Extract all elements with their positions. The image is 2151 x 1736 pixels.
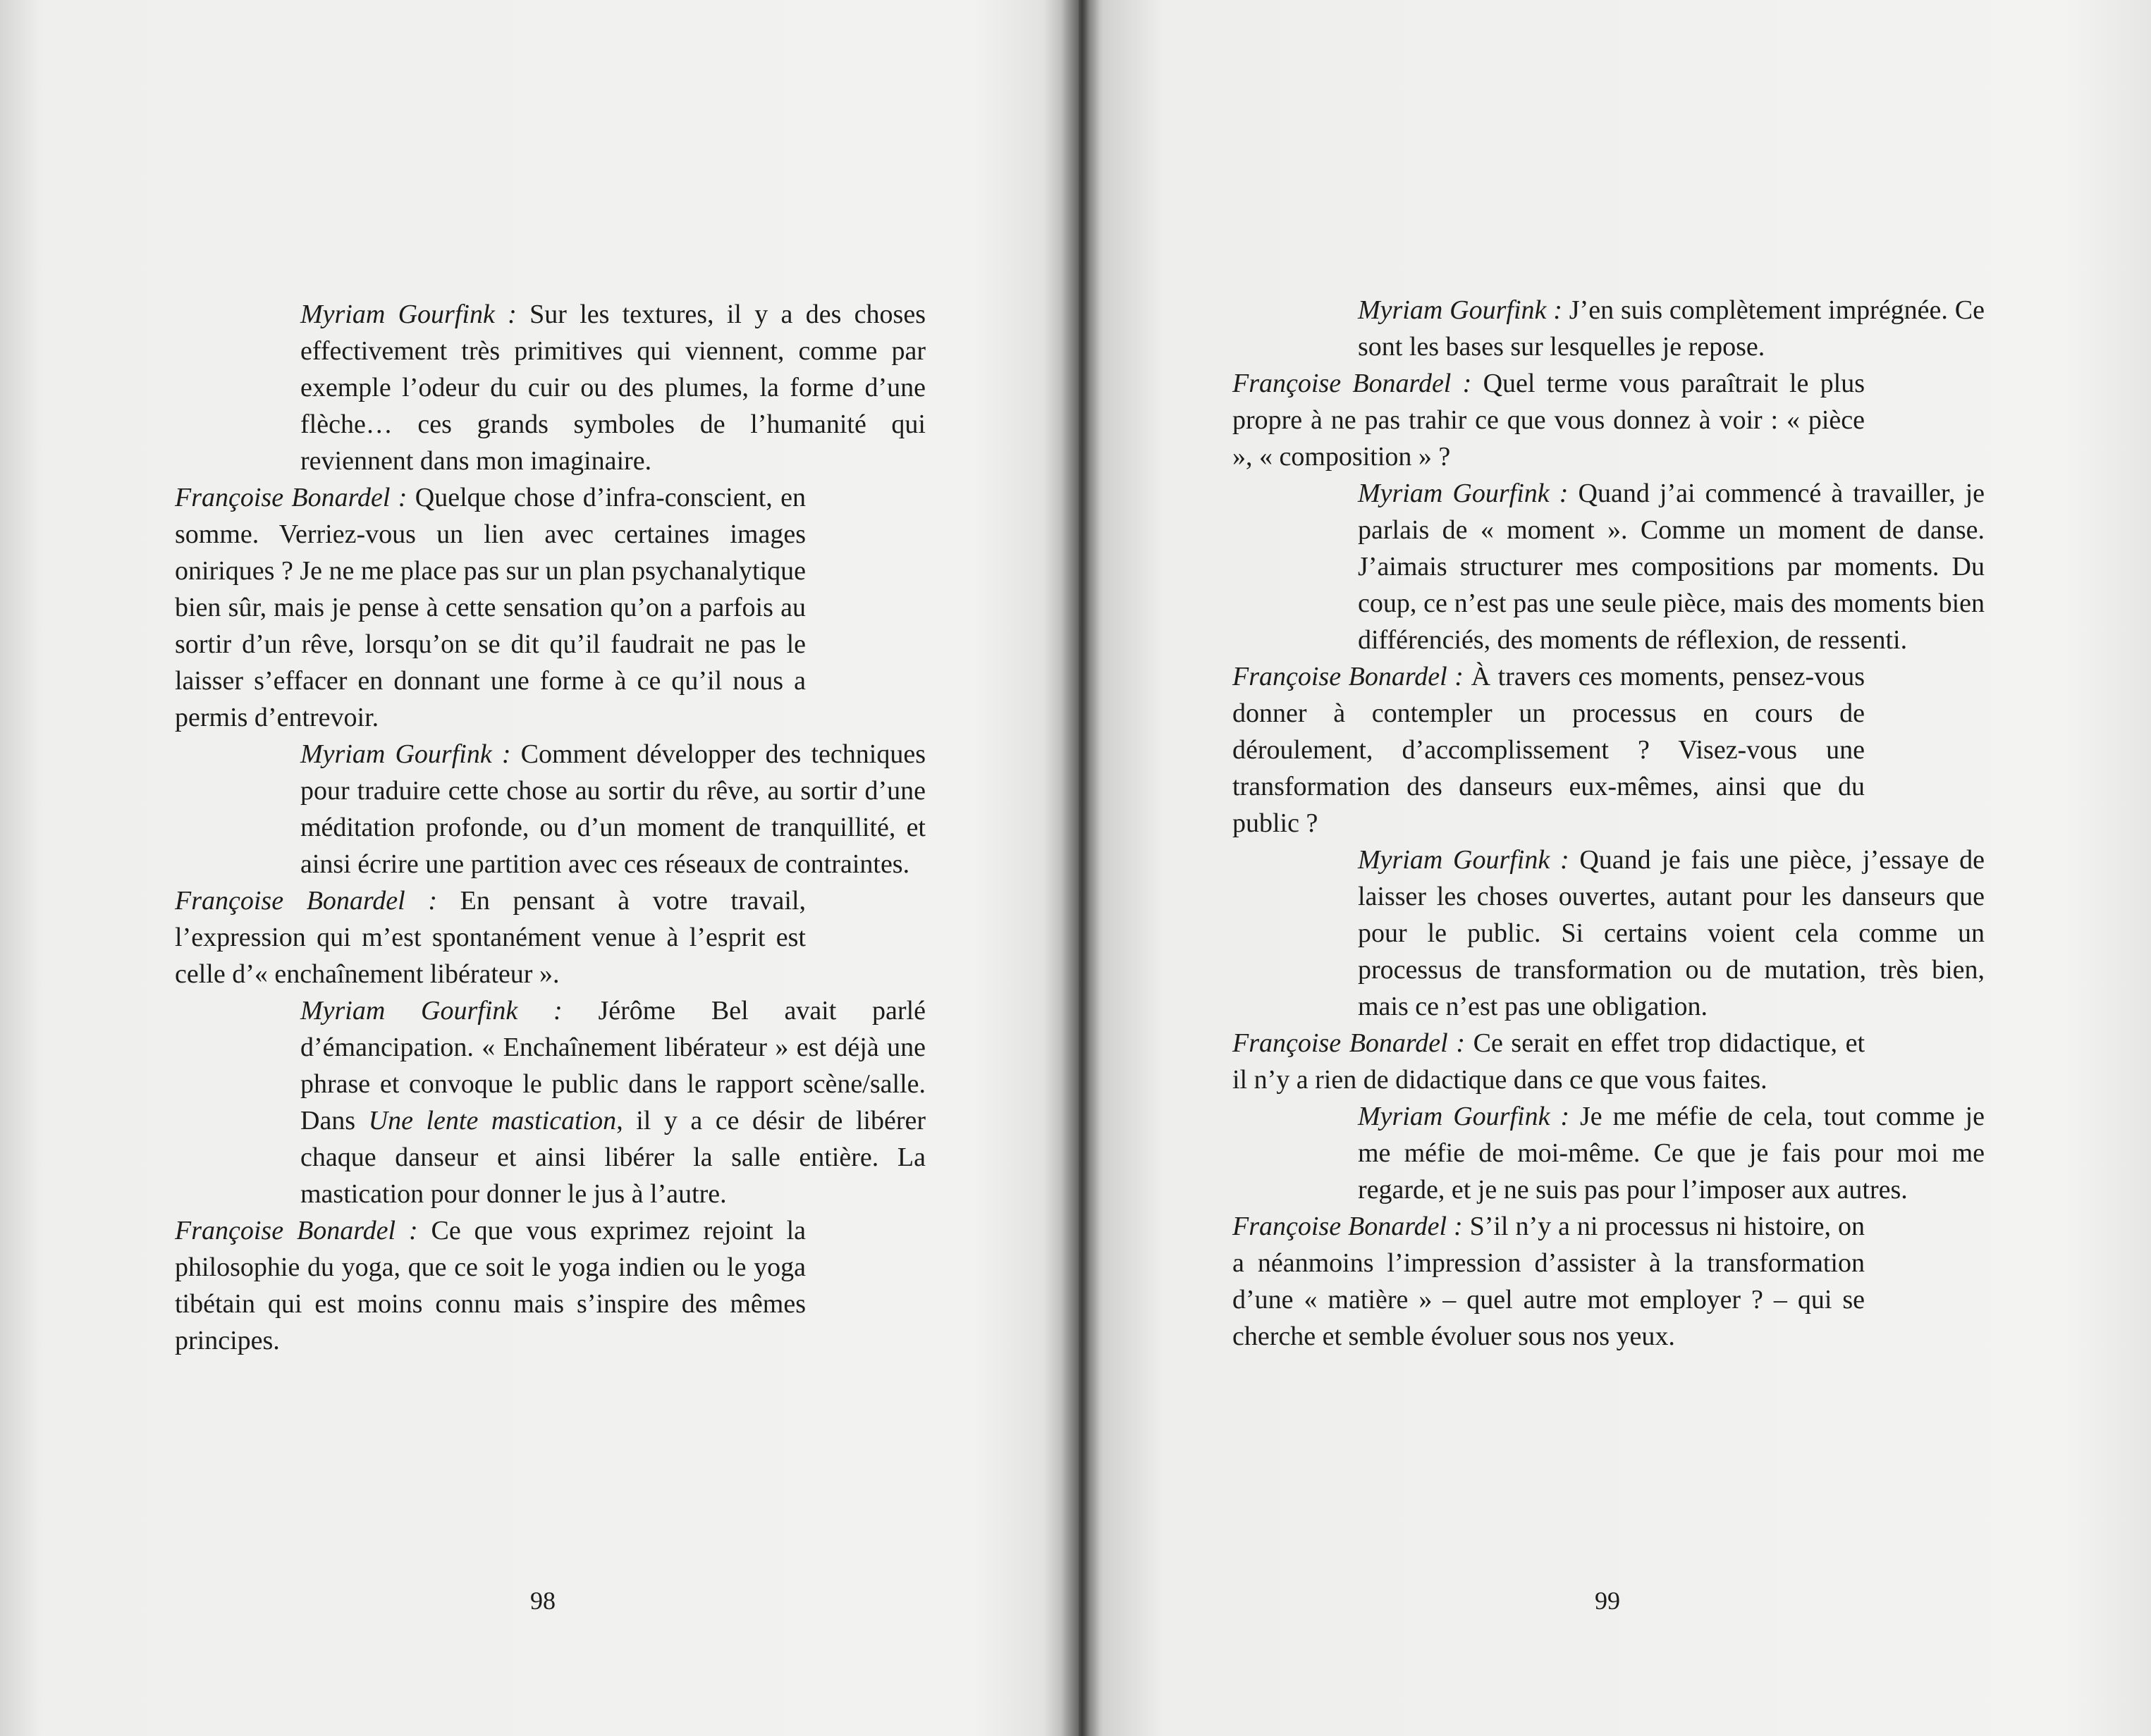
answer-paragraph (1232, 842, 1985, 1025)
answer-paragraph (175, 296, 926, 479)
speaker-name: Françoise Bonardel : (175, 483, 407, 512)
question-paragraph (1232, 365, 1985, 475)
speaker-name: Myriam Gourfink : (1358, 295, 1562, 325)
paragraph-text: , il y a ce désir de libérer chaque danseur et ainsi libérer la salle entière. La mastication pour donner le jus à l’autre. (300, 1106, 926, 1209)
right-page-text (1232, 292, 1985, 1355)
speaker-name: Myriam Gourfink : (300, 300, 517, 329)
speaker-name: Françoise Bonardel : (1232, 369, 1472, 398)
paragraph-text: Ce serait en effet trop didactique, et il n’y a rien de didactique dans ce que vous faites. (1232, 1028, 1865, 1095)
paragraph-text: À travers ces moments, pensez-vous donner à contempler un processus en cours de déroulement, d’accomplissement ? Visez-vous une transformation des danseurs eux-mêmes, ainsi que du public ? (1232, 662, 1865, 838)
speaker-name: Myriam Gourfink : (1358, 1102, 1570, 1131)
paragraph-text: Quand je fais une pièce, j’essaye de laisser les choses ouvertes, autant pour les danseurs que pour le public. Si certains voient cela comme un processus de transformation ou de mutation, très bien, mais ce n’est pas une obligation. (1358, 845, 1985, 1021)
paragraph-text: Quelque chose d’infra-conscient, en somme. Verriez-vous un lien avec certaines images oniriques ? Je ne me place pas sur un plan psychanalytique bien sûr, mais je pense à cette sensation qu’on a parfois au sortir d’un rêve, lorsqu’on se dit qu’il faudrait ne pas le laisser s’effacer en donnant une forme à ce qu’il nous a permis d’entrevoir. (175, 483, 807, 732)
answer-paragraph (175, 736, 926, 882)
paragraph-text: Comment développer des techniques pour traduire cette chose au sortir du rêve, au sortir d’une méditation profonde, ou d’un moment de tranquillité, et ainsi écrire une partition avec ces réseaux de contraintes. (300, 739, 926, 879)
answer-paragraph (1232, 1098, 1985, 1208)
question-paragraph (175, 882, 926, 992)
page-number: 98 (530, 1587, 556, 1615)
right-page (1079, 0, 2151, 1736)
answer-paragraph (1232, 475, 1985, 658)
speaker-name: Myriam Gourfink : (1358, 845, 1569, 875)
page-number: 99 (1595, 1587, 1620, 1615)
speaker-name: Françoise Bonardel : (1232, 1028, 1465, 1058)
speaker-name: Françoise Bonardel : (175, 886, 438, 916)
paragraph-text: Ce que vous exprimez rejoint la philosophie du yoga, que ce soit le yoga indien ou le yoga tibétain qui est moins connu mais s’inspire des mêmes principes. (175, 1216, 806, 1355)
paragraph-text: En pensant à votre travail, l’expression qui m’est spontanément venue à l’esprit est celle d’« enchaînement libérateur ». (175, 886, 807, 989)
speaker-name: Françoise Bonardel : (1232, 1212, 1463, 1241)
paragraph-text: Sur les textures, il y a des choses effectivement très primitives qui viennent, comme par exemple l’odeur du cuir ou des plumes, la forme d’une flèche… ces grands symboles de l’humanité qui reviennent dans mon imaginaire. (300, 300, 926, 476)
work-title: Une lente mastication (368, 1106, 617, 1135)
speaker-name: Myriam Gourfink : (1358, 479, 1569, 508)
speaker-name: Françoise Bonardel : (175, 1216, 418, 1245)
speaker-name: Myriam Gourfink : (300, 739, 511, 769)
paragraph-text: Quand j’ai commencé à travailler, je parlais de « moment ». Comme un moment de danse. J’aimais structurer mes compositions par moments. Du coup, ce n’est pas une seule pièce, mais des moments bien différenciés, des moments de réflexion, de ressenti. (1358, 479, 1985, 655)
speaker-name: Françoise Bonardel : (1232, 662, 1464, 691)
speaker-name: Myriam Gourfink : (300, 996, 563, 1026)
paragraph-text: Je me méfie de cela, tout comme je me méfie de moi-même. Ce que je fais pour moi me regarde, et je ne suis pas pour l’imposer aux autres. (1358, 1102, 1985, 1205)
paragraph-text: J’en suis complètement imprégnée. Ce sont les bases sur lesquelles je repose. (1358, 295, 1985, 362)
question-paragraph (1232, 1208, 1985, 1355)
left-page-text (175, 296, 926, 1359)
paragraph-text: Quel terme vous paraîtrait le plus propre à ne pas trahir ce que vous donnez à voir : « pièce », « composition » ? (1232, 369, 1865, 472)
answer-paragraph (175, 992, 926, 1212)
question-paragraph (175, 1212, 926, 1359)
question-paragraph (1232, 1025, 1985, 1098)
paragraph-text: Jérôme Bel avait parlé d’émancipation. « Enchaînement libérateur » est déjà une phrase et convoque le public dans le rapport scène/salle. Dans (300, 996, 926, 1135)
answer-paragraph (1232, 292, 1985, 365)
paragraph-text: S’il n’y a ni processus ni histoire, on a néanmoins l’impression d’assister à la transformation d’une « matière » – quel autre mot employer ? – qui se cherche et semble évoluer sous nos yeux. (1232, 1212, 1865, 1351)
question-paragraph (175, 479, 926, 736)
question-paragraph (1232, 658, 1985, 842)
